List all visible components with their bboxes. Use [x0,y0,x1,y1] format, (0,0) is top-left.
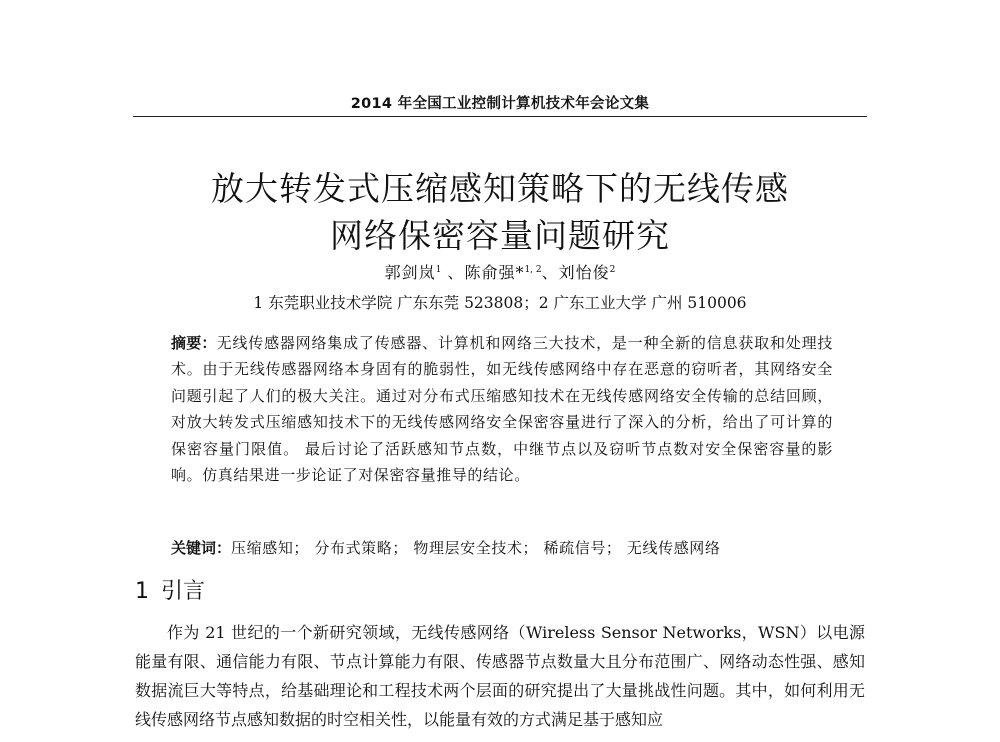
section-title: 引言 [161,579,206,604]
author-name: 陈俞强* [464,263,525,282]
paper-title-line-1: 放大转发式压缩感知策略下的无线传感 [211,169,789,208]
author-affiliation-mark: 1, 2 [524,265,542,275]
abstract [171,330,833,488]
header-rule [133,116,867,117]
author-separator: 、 [541,263,559,282]
keywords-label: 关键词： [171,539,232,557]
section-number: 1 [135,579,149,604]
paper-title-line-2: 网络保密容量问题研究 [330,216,670,255]
body-paragraph: 作为 21 世纪的一个新研究领域，无线传感网络（Wireless Sensor Networks，WSN）以电源能量有限、通信能力有限、节点计算能力有限、传感器节点数量大且分布范围广、网络动态性强、感知数据流巨大等特点，给基础理论和工程技术两个层面的研究提出了大量挑战性问题。其中，如何利用无线传感网络节点感知数据的时空相关性，以能量有效的方式满足基于感知应 [135,623,865,729]
abstract-text: 无线传感器网络集成了传感器、计算机和网络三大技术，是一种全新的信息获取和处理技术。由于无线传感器网络本身固有的脆弱性，如无线传感网络中存在恶意的窃听者，其网络安全问题引起了人们的极大关注。通过对分布式压缩感知技术在无线传感网络安全传输的总结回顾，对放大转发式压缩感知技术下的无线传感网络安全保密容量进行了深入的分析，给出了可计算的保密容量门限值。 最后讨论了活跃感知节点数，中继节点以及窃听节点数对安全保密容量的影响。仿真结果进一步论证了对保密容量推导的结论。 [171,334,833,485]
author-name: 郭剑岚 [384,263,436,282]
keywords-text: 压缩感知； 分布式策略； 物理层安全技术； 稀疏信号； 无线传感网络 [231,539,721,557]
affiliations: 1 东莞职业技术学院 广东东莞 523808；2 广东工业大学 广州 510006 [253,294,747,312]
author-affiliation-mark: 1 [435,265,442,275]
keywords [171,537,833,558]
author-list [133,260,867,283]
author-name: 刘怡俊 [558,263,610,282]
author-separator: 、 [447,263,465,282]
author-affiliation-mark: 2 [609,265,616,275]
running-header: 2014 年全国工业控制计算机技术年会论文集 [350,96,650,112]
section-heading [135,574,205,605]
abstract-label: 摘要： [171,334,217,352]
